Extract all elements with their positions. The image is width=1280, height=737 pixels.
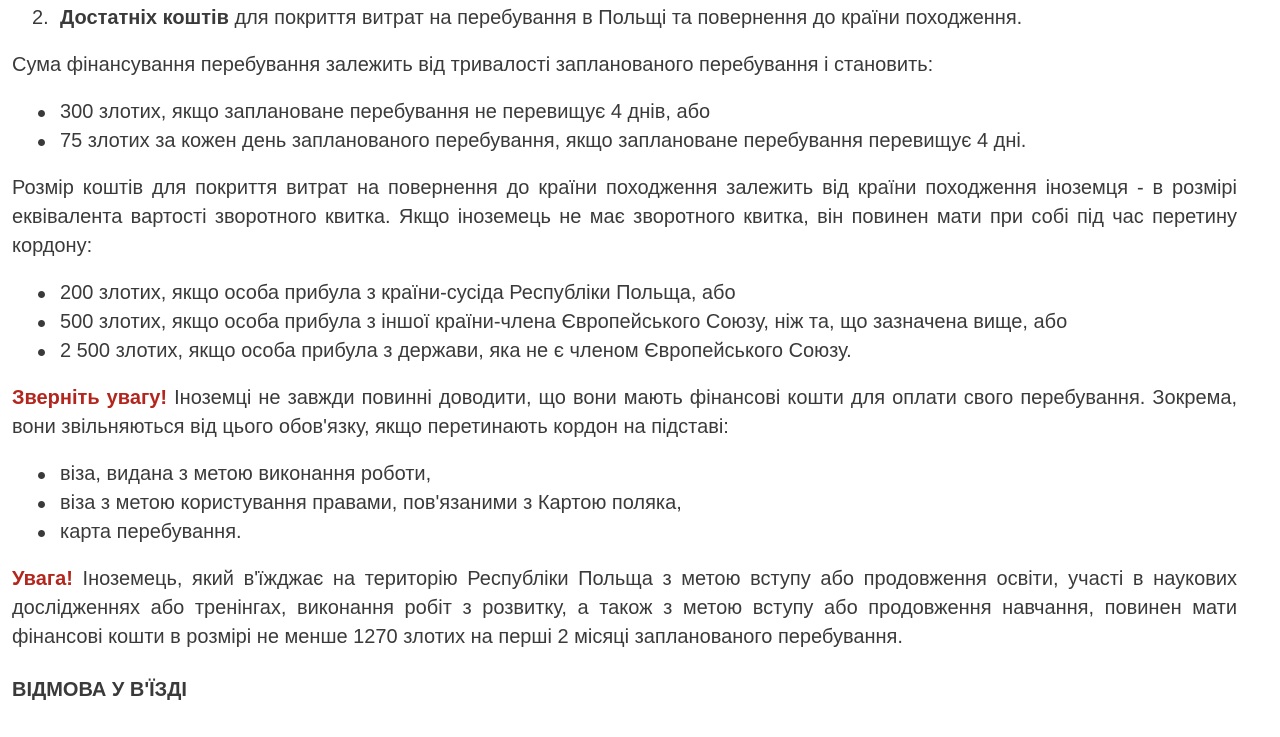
- list-item: 2 500 злотих, якщо особа прибула з держави, яка не є членом Європейського Союзу.: [60, 337, 1237, 366]
- exemptions-text: Іноземці не завжди повинні доводити, що вони мають фінансові кошти для оплати свого перебування. Зокрема, вони звільняються від цього обов'язку, якщо перетинають кордон на підставі:: [12, 387, 1238, 438]
- exemptions-list: [12, 460, 1237, 547]
- attention-label: Зверніть увагу!: [12, 387, 168, 409]
- item-text: для покриття витрат на перебування в Польщі та повернення до країни походження.: [228, 7, 1023, 29]
- bullet-icon: [38, 320, 45, 327]
- list-item: віза, видана з метою виконання роботи,: [60, 460, 1237, 489]
- item-bold-lead: Достатніх коштів: [60, 7, 229, 29]
- section-heading: ВІДМОВА У В'ЇЗДІ: [12, 679, 187, 701]
- warning-label: Увага!: [12, 568, 73, 590]
- return-funding-list: [12, 279, 1237, 366]
- numbered-item-2: [12, 4, 1237, 33]
- list-item: 200 злотих, якщо особа прибула з країни-сусіда Республіки Польща, або: [60, 279, 1237, 308]
- item-number: 2.: [32, 7, 49, 29]
- bullet-icon: [38, 472, 45, 479]
- list-item: карта перебування.: [60, 518, 1237, 547]
- list-item: 75 злотих за кожен день запланованого перебування, якщо заплановане перебування перевищує 4 дні.: [60, 127, 1237, 156]
- list-item: 500 злотих, якщо особа прибула з іншої країни-члена Європейського Союзу, ніж та, що зазначена вище, або: [60, 308, 1237, 337]
- bullet-icon: [38, 501, 45, 508]
- return-funding-intro: Розмір коштів для покриття витрат на повернення до країни походження залежить від країни походження іноземця - в розмірі еквівалента вартості зворотного квитка. Якщо іноземець не має зворотного квитка, він повинен мати при собі під час перетину кордону:: [12, 177, 1237, 257]
- education-text: Іноземець, який в'їжджає на територію Республіки Польща з метою вступу або продовження освіти, участі в наукових дослідженнях або тренінгах, виконання робіт з розвитку, а також з метою вступу або продовження навчання, повинен мати фінансові кошти в розмірі не менше 1270 злотих на перші 2 місяці запланованого перебування.: [12, 568, 1237, 648]
- bullet-icon: [38, 139, 45, 146]
- bullet-icon: [38, 291, 45, 298]
- bullet-icon: [38, 349, 45, 356]
- stay-funding-intro: Сума фінансування перебування залежить від тривалості запланованого перебування і становить:: [12, 54, 934, 76]
- stay-funding-list: [12, 98, 1237, 156]
- education-paragraph: [12, 565, 1237, 652]
- bullet-icon: [38, 110, 45, 117]
- list-item: віза з метою користування правами, пов'язаними з Картою поляка,: [60, 489, 1237, 518]
- list-item: 300 злотих, якщо заплановане перебування не перевищує 4 днів, або: [60, 98, 1237, 127]
- exemptions-paragraph: [12, 384, 1237, 442]
- bullet-icon: [38, 530, 45, 537]
